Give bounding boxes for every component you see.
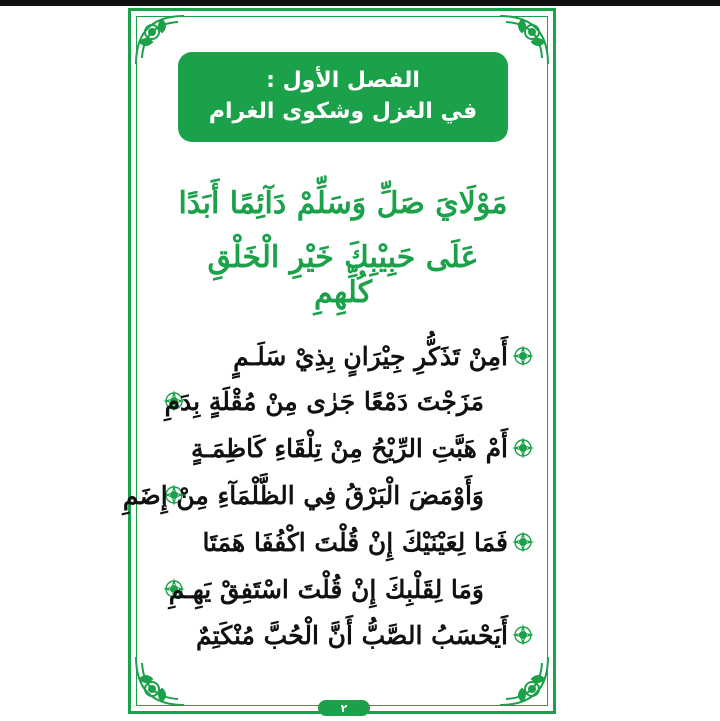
floral-corner-icon	[496, 653, 552, 709]
chapter-title: الفصل الأول :	[266, 68, 420, 93]
chapter-subtitle: في الغزل وشكوى الغرام	[208, 99, 478, 124]
floral-ornament-icon	[512, 531, 534, 553]
floral-ornament-icon	[512, 624, 534, 646]
verse-line: وَمَا لِقَلْبِكَ إِنْ قُلْتَ اسْتَفِقْ يَهِـمِ	[168, 574, 484, 604]
verse-line: وَأَوْمَضَ الْبَرْقُ فِي الظَّلْمَآءِ مِنْ إِضَمِ	[122, 480, 484, 510]
verse-line: أَيَحْسَبُ الصَّبُّ أَنَّ الْحُبَّ مُنْكَتِمٌ	[196, 620, 508, 650]
floral-ornament-icon	[512, 345, 534, 367]
chapter-heading-box	[178, 52, 508, 142]
page-number: ٢	[318, 700, 370, 716]
verse-line: أَمْ هَبَّتِ الرِّيْحُ مِنْ تِلْقَاءِ كَاظِمَـةٍ	[191, 433, 508, 463]
top-status-strip	[0, 0, 720, 6]
floral-corner-icon	[132, 653, 188, 709]
floral-ornament-icon	[512, 437, 534, 459]
verse-line: مَزَجْتَ دَمْعًا جَرٰى مِنْ مُقْلَةٍ بِدَمِ	[164, 386, 484, 416]
salawat-line-1: مَوْلَايَ صَلِّ وَسَلِّمْ دَآئِمًا أَبَدًا	[178, 186, 508, 221]
salawat-line-2: عَلَى حَبِيْبِكَ خَيْرِ الْخَلْقِ كُلِّهِمِ	[207, 240, 479, 310]
verse-line: فَمَا لِعَيْنَيْكَ إِنْ قُلْتَ اكْفُفَا هَمَتَا	[202, 527, 508, 557]
verse-line: أَمِنْ تَذَكُّرِ جِيْرَانٍ بِذِيْ سَلَـمٍ	[233, 341, 508, 371]
